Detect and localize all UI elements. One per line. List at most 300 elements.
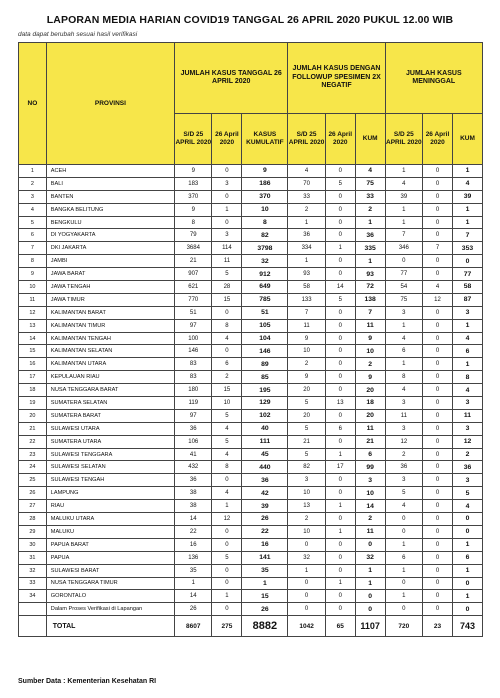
- cell-kasus-sd25: 370: [175, 190, 212, 203]
- cell-meninggal-sd25: 7: [385, 229, 422, 242]
- cell-meninggal-sd25: 1: [385, 590, 422, 603]
- total-followup-sd25: 1042: [288, 616, 325, 637]
- cell-meninggal-kum: 77: [452, 268, 482, 281]
- table-row: [19, 409, 483, 422]
- cell-kasus-sd25: 621: [175, 281, 212, 294]
- cell-kasus-kumulatif: 39: [242, 500, 288, 513]
- cell-meninggal-kum: 1: [452, 538, 482, 551]
- cell-kasus-sd25: 9: [175, 165, 212, 178]
- cell-kasus-26: 0: [212, 216, 242, 229]
- cell-followup-26: 0: [325, 371, 355, 384]
- cell-kasus-26: 0: [212, 345, 242, 358]
- table-row: [19, 577, 483, 590]
- cell-meninggal-26: 0: [423, 397, 453, 410]
- cell-kasus-kumulatif: 649: [242, 281, 288, 294]
- header-meninggal-kum: KUM: [452, 114, 482, 165]
- cell-meninggal-sd25: 3: [385, 474, 422, 487]
- cell-kasus-kumulatif: 9: [242, 165, 288, 178]
- cell-meninggal-26: 0: [423, 268, 453, 281]
- cell-kasus-kumulatif: 36: [242, 474, 288, 487]
- cell-followup-kum: 1: [355, 216, 385, 229]
- cell-followup-kum: 6: [355, 448, 385, 461]
- cell-followup-kum: 138: [355, 293, 385, 306]
- cell-meninggal-26: 0: [423, 487, 453, 500]
- table-row: [19, 345, 483, 358]
- cell-kasus-kumulatif: 26: [242, 513, 288, 526]
- cell-followup-sd25: 1: [288, 564, 325, 577]
- cell-kasus-26: 3: [212, 229, 242, 242]
- cell-provinsi: JAWA TENGAH: [46, 281, 174, 294]
- cell-kasus-kumulatif: 105: [242, 319, 288, 332]
- cell-meninggal-sd25: 39: [385, 190, 422, 203]
- cell-followup-sd25: 0: [288, 577, 325, 590]
- cell-kasus-26: 11: [212, 255, 242, 268]
- cell-provinsi: DKI JAKARTA: [46, 242, 174, 255]
- cell-meninggal-kum: 1: [452, 216, 482, 229]
- cell-kasus-sd25: 9: [175, 203, 212, 216]
- cell-meninggal-26: 0: [423, 513, 453, 526]
- cell-kasus-26: 12: [212, 513, 242, 526]
- cell-followup-26: 1: [325, 577, 355, 590]
- cell-followup-kum: 2: [355, 513, 385, 526]
- cell-meninggal-sd25: 1: [385, 216, 422, 229]
- cell-meninggal-26: 0: [423, 525, 453, 538]
- cell-meninggal-26: 0: [423, 165, 453, 178]
- cell-meninggal-kum: 3: [452, 306, 482, 319]
- cell-followup-kum: 4: [355, 165, 385, 178]
- header-followup-26: 26 April 2020: [325, 114, 355, 165]
- cell-provinsi: SULAWESI UTARA: [46, 422, 174, 435]
- cell-followup-kum: 2: [355, 203, 385, 216]
- cell-kasus-sd25: 83: [175, 358, 212, 371]
- cell-provinsi: KALIMANTAN TENGAH: [46, 332, 174, 345]
- cell-no: 26: [19, 487, 47, 500]
- cell-meninggal-sd25: 0: [385, 603, 422, 616]
- cell-kasus-sd25: 8: [175, 216, 212, 229]
- cell-kasus-26: 0: [212, 306, 242, 319]
- header-meninggal-26: 26 April 2020: [423, 114, 453, 165]
- cell-provinsi: SUMATERA SELATAN: [46, 397, 174, 410]
- cell-followup-sd25: 93: [288, 268, 325, 281]
- table-row: [19, 293, 483, 306]
- cell-meninggal-26: 0: [423, 255, 453, 268]
- cell-kasus-sd25: 36: [175, 422, 212, 435]
- cell-kasus-26: 0: [212, 165, 242, 178]
- cell-provinsi: MALUKU UTARA: [46, 513, 174, 526]
- cell-followup-26: 17: [325, 461, 355, 474]
- cell-kasus-26: 0: [212, 603, 242, 616]
- cell-followup-sd25: 1: [288, 255, 325, 268]
- cell-followup-kum: 10: [355, 345, 385, 358]
- cell-followup-26: 0: [325, 513, 355, 526]
- cell-kasus-kumulatif: 111: [242, 435, 288, 448]
- cell-meninggal-sd25: 1: [385, 538, 422, 551]
- table-header: [19, 43, 483, 165]
- cell-kasus-kumulatif: 35: [242, 564, 288, 577]
- cell-followup-kum: 7: [355, 306, 385, 319]
- cell-meninggal-26: 0: [423, 345, 453, 358]
- table-row: [19, 371, 483, 384]
- table-row: [19, 190, 483, 203]
- total-label: TOTAL: [46, 616, 174, 637]
- table-row: [19, 216, 483, 229]
- cell-no: 31: [19, 551, 47, 564]
- cell-kasus-sd25: 183: [175, 177, 212, 190]
- cell-kasus-sd25: 97: [175, 409, 212, 422]
- cell-meninggal-kum: 39: [452, 190, 482, 203]
- cell-followup-26: 0: [325, 216, 355, 229]
- cell-provinsi: SULAWESI TENGAH: [46, 474, 174, 487]
- cell-kasus-sd25: 97: [175, 319, 212, 332]
- cell-kasus-26: 4: [212, 332, 242, 345]
- header-kasus-sd25: S/D 25 APRIL 2020: [175, 114, 212, 165]
- cell-kasus-kumulatif: 45: [242, 448, 288, 461]
- table-row: [19, 229, 483, 242]
- cell-kasus-sd25: 38: [175, 487, 212, 500]
- cell-meninggal-26: 0: [423, 564, 453, 577]
- cell-followup-sd25: 21: [288, 435, 325, 448]
- cell-provinsi: JAWA TIMUR: [46, 293, 174, 306]
- table-row: [19, 525, 483, 538]
- cell-meninggal-sd25: 2: [385, 448, 422, 461]
- cell-kasus-kumulatif: 32: [242, 255, 288, 268]
- cell-followup-kum: 0: [355, 603, 385, 616]
- cell-followup-26: 0: [325, 190, 355, 203]
- cell-followup-sd25: 9: [288, 332, 325, 345]
- cell-followup-sd25: 2: [288, 358, 325, 371]
- cell-kasus-sd25: 907: [175, 268, 212, 281]
- cell-meninggal-sd25: 3: [385, 422, 422, 435]
- cell-followup-26: 1: [325, 525, 355, 538]
- cell-no: 7: [19, 242, 47, 255]
- cell-kasus-26: 4: [212, 448, 242, 461]
- cell-meninggal-sd25: 1: [385, 203, 422, 216]
- cell-followup-26: 0: [325, 590, 355, 603]
- cell-kasus-sd25: 22: [175, 525, 212, 538]
- cell-followup-26: 0: [325, 603, 355, 616]
- cell-kasus-26: 4: [212, 487, 242, 500]
- cell-meninggal-sd25: 8: [385, 371, 422, 384]
- cell-followup-26: 0: [325, 551, 355, 564]
- cell-meninggal-kum: 1: [452, 203, 482, 216]
- cell-meninggal-kum: 0: [452, 577, 482, 590]
- total-row: [19, 616, 483, 637]
- cell-kasus-sd25: 180: [175, 384, 212, 397]
- cell-no: 18: [19, 384, 47, 397]
- cell-followup-kum: 21: [355, 435, 385, 448]
- cell-meninggal-kum: 3: [452, 397, 482, 410]
- cell-provinsi: PAPUA BARAT: [46, 538, 174, 551]
- cell-followup-sd25: 58: [288, 281, 325, 294]
- cell-followup-sd25: 7: [288, 306, 325, 319]
- cell-meninggal-sd25: 11: [385, 409, 422, 422]
- cell-provinsi: BANTEN: [46, 190, 174, 203]
- header-meninggal-sd25: S/D 25 APRIL 2020: [385, 114, 422, 165]
- cell-meninggal-sd25: 54: [385, 281, 422, 294]
- cell-provinsi: NUSA TENGGARA BARAT: [46, 384, 174, 397]
- cell-kasus-sd25: 35: [175, 564, 212, 577]
- cell-provinsi: RIAU: [46, 500, 174, 513]
- cell-no: 27: [19, 500, 47, 513]
- cell-no: 6: [19, 229, 47, 242]
- cell-kasus-kumulatif: 10: [242, 203, 288, 216]
- cell-followup-kum: 9: [355, 371, 385, 384]
- cell-kasus-26: 0: [212, 474, 242, 487]
- cell-kasus-26: 0: [212, 538, 242, 551]
- cell-no: 1: [19, 165, 47, 178]
- cell-followup-26: 0: [325, 409, 355, 422]
- cell-meninggal-26: 4: [423, 281, 453, 294]
- table-row: [19, 551, 483, 564]
- cell-meninggal-kum: 1: [452, 319, 482, 332]
- cell-followup-kum: 33: [355, 190, 385, 203]
- cell-meninggal-kum: 58: [452, 281, 482, 294]
- cell-followup-kum: 3: [355, 474, 385, 487]
- cell-followup-kum: 14: [355, 500, 385, 513]
- cell-kasus-26: 6: [212, 358, 242, 371]
- cell-meninggal-sd25: 0: [385, 525, 422, 538]
- table-row: [19, 474, 483, 487]
- cell-followup-26: 0: [325, 306, 355, 319]
- cell-meninggal-26: 0: [423, 190, 453, 203]
- cell-followup-kum: 72: [355, 281, 385, 294]
- table-row: [19, 487, 483, 500]
- table-row: [19, 603, 483, 616]
- cell-no: 10: [19, 281, 47, 294]
- cell-meninggal-kum: 2: [452, 448, 482, 461]
- cell-kasus-26: 0: [212, 190, 242, 203]
- cell-meninggal-sd25: 5: [385, 487, 422, 500]
- cell-kasus-kumulatif: 16: [242, 538, 288, 551]
- cell-meninggal-kum: 8: [452, 371, 482, 384]
- cell-meninggal-26: 0: [423, 216, 453, 229]
- cell-no: 21: [19, 422, 47, 435]
- cell-provinsi: NUSA TENGGARA TIMUR: [46, 577, 174, 590]
- cell-followup-kum: 20: [355, 409, 385, 422]
- table-row: [19, 422, 483, 435]
- cell-provinsi: KALIMANTAN SELATAN: [46, 345, 174, 358]
- cell-kasus-26: 114: [212, 242, 242, 255]
- cell-meninggal-kum: 1: [452, 590, 482, 603]
- total-no-cell: [19, 616, 47, 637]
- cell-followup-26: 6: [325, 422, 355, 435]
- cell-meninggal-sd25: 4: [385, 332, 422, 345]
- cell-no: 13: [19, 319, 47, 332]
- cell-meninggal-26: 0: [423, 422, 453, 435]
- cell-followup-26: 5: [325, 177, 355, 190]
- cell-provinsi: DI YOGYAKARTA: [46, 229, 174, 242]
- cell-meninggal-26: 7: [423, 242, 453, 255]
- cell-kasus-sd25: 21: [175, 255, 212, 268]
- cell-no: 4: [19, 203, 47, 216]
- cell-followup-sd25: 334: [288, 242, 325, 255]
- cell-meninggal-kum: 4: [452, 500, 482, 513]
- cell-followup-kum: 10: [355, 487, 385, 500]
- cell-kasus-sd25: 36: [175, 474, 212, 487]
- cell-provinsi: MALUKU: [46, 525, 174, 538]
- cell-meninggal-sd25: 0: [385, 577, 422, 590]
- table-row: [19, 448, 483, 461]
- cell-kasus-26: 4: [212, 422, 242, 435]
- cell-provinsi: SULAWESI BARAT: [46, 564, 174, 577]
- cell-meninggal-sd25: 346: [385, 242, 422, 255]
- cell-meninggal-kum: 36: [452, 461, 482, 474]
- table-row: [19, 384, 483, 397]
- cell-provinsi: PAPUA: [46, 551, 174, 564]
- cell-kasus-26: 15: [212, 384, 242, 397]
- cell-followup-26: 5: [325, 293, 355, 306]
- cell-no: 9: [19, 268, 47, 281]
- cell-meninggal-sd25: 4: [385, 384, 422, 397]
- cell-meninggal-kum: 4: [452, 332, 482, 345]
- table-row: [19, 397, 483, 410]
- cell-followup-sd25: 10: [288, 525, 325, 538]
- cell-followup-26: 0: [325, 435, 355, 448]
- cell-no: 22: [19, 435, 47, 448]
- cell-meninggal-sd25: 3: [385, 306, 422, 319]
- cell-meninggal-26: 0: [423, 551, 453, 564]
- cell-meninggal-26: 0: [423, 435, 453, 448]
- cell-provinsi: JAWA BARAT: [46, 268, 174, 281]
- cell-no: 30: [19, 538, 47, 551]
- cell-kasus-kumulatif: 3798: [242, 242, 288, 255]
- cell-meninggal-26: 0: [423, 409, 453, 422]
- cell-no: 19: [19, 397, 47, 410]
- cell-kasus-26: 8: [212, 461, 242, 474]
- cell-meninggal-26: 0: [423, 203, 453, 216]
- table-row: [19, 165, 483, 178]
- cell-followup-sd25: 3: [288, 474, 325, 487]
- cell-no: [19, 603, 47, 616]
- cell-kasus-kumulatif: 370: [242, 190, 288, 203]
- cell-followup-kum: 1: [355, 564, 385, 577]
- cell-followup-sd25: 9: [288, 371, 325, 384]
- total-meninggal-kum: 743: [452, 616, 482, 637]
- cell-meninggal-kum: 0: [452, 255, 482, 268]
- cell-no: 32: [19, 564, 47, 577]
- cell-kasus-sd25: 79: [175, 229, 212, 242]
- cell-provinsi: BENGKULU: [46, 216, 174, 229]
- cell-followup-sd25: 82: [288, 461, 325, 474]
- cell-followup-sd25: 10: [288, 487, 325, 500]
- verification-note: data dapat berubah sesuai hasil verifikasi: [18, 31, 138, 38]
- cell-kasus-sd25: 83: [175, 371, 212, 384]
- header-provinsi: PROVINSI: [46, 43, 174, 165]
- cell-meninggal-kum: 6: [452, 345, 482, 358]
- cell-kasus-26: 5: [212, 435, 242, 448]
- cell-followup-kum: 99: [355, 461, 385, 474]
- cell-meninggal-kum: 6: [452, 551, 482, 564]
- cell-meninggal-sd25: 6: [385, 551, 422, 564]
- cell-followup-26: 0: [325, 358, 355, 371]
- header-no: NO: [19, 43, 47, 165]
- header-followup-sd25: S/D 25 APRIL 2020: [288, 114, 325, 165]
- cell-followup-sd25: 2: [288, 513, 325, 526]
- cell-followup-26: 0: [325, 487, 355, 500]
- cell-kasus-sd25: 432: [175, 461, 212, 474]
- cell-followup-26: 1: [325, 448, 355, 461]
- table-row: [19, 203, 483, 216]
- cell-meninggal-26: 0: [423, 371, 453, 384]
- cell-kasus-sd25: 146: [175, 345, 212, 358]
- cell-meninggal-kum: 0: [452, 513, 482, 526]
- cell-kasus-26: 5: [212, 268, 242, 281]
- cell-followup-26: 1: [325, 500, 355, 513]
- cell-kasus-kumulatif: 440: [242, 461, 288, 474]
- total-followup-kum: 1107: [355, 616, 385, 637]
- cell-followup-kum: 0: [355, 590, 385, 603]
- cell-no: 25: [19, 474, 47, 487]
- cell-meninggal-kum: 353: [452, 242, 482, 255]
- cell-followup-26: 0: [325, 319, 355, 332]
- cell-meninggal-sd25: 1: [385, 319, 422, 332]
- cell-kasus-sd25: 41: [175, 448, 212, 461]
- cell-provinsi: KALIMANTAN BARAT: [46, 306, 174, 319]
- table-row: [19, 590, 483, 603]
- cell-kasus-26: 5: [212, 409, 242, 422]
- cell-kasus-kumulatif: 82: [242, 229, 288, 242]
- cell-meninggal-kum: 87: [452, 293, 482, 306]
- table-row: [19, 461, 483, 474]
- cell-kasus-26: 1: [212, 590, 242, 603]
- cell-meninggal-kum: 1: [452, 358, 482, 371]
- cell-followup-sd25: 2: [288, 203, 325, 216]
- cell-followup-kum: 75: [355, 177, 385, 190]
- cell-provinsi: SUMATERA BARAT: [46, 409, 174, 422]
- cell-provinsi: SUMATERA UTARA: [46, 435, 174, 448]
- table-row: [19, 242, 483, 255]
- cell-followup-sd25: 20: [288, 409, 325, 422]
- cell-kasus-sd25: 100: [175, 332, 212, 345]
- cell-kasus-kumulatif: 102: [242, 409, 288, 422]
- cell-followup-kum: 11: [355, 525, 385, 538]
- table-row: [19, 358, 483, 371]
- cell-kasus-sd25: 38: [175, 500, 212, 513]
- total-kasus-kumulatif: 8882: [242, 616, 288, 637]
- cell-followup-kum: 11: [355, 422, 385, 435]
- cell-meninggal-26: 0: [423, 603, 453, 616]
- cell-meninggal-sd25: 1: [385, 358, 422, 371]
- cell-provinsi: BANGKA BELITUNG: [46, 203, 174, 216]
- cell-no: 29: [19, 525, 47, 538]
- cell-provinsi: KEPULAUAN RIAU: [46, 371, 174, 384]
- cell-kasus-26: 8: [212, 319, 242, 332]
- cell-kasus-sd25: 14: [175, 513, 212, 526]
- cell-followup-26: 0: [325, 255, 355, 268]
- cell-kasus-kumulatif: 195: [242, 384, 288, 397]
- cell-followup-kum: 1: [355, 577, 385, 590]
- cell-meninggal-kum: 4: [452, 177, 482, 190]
- cell-kasus-kumulatif: 22: [242, 525, 288, 538]
- cell-kasus-26: 10: [212, 397, 242, 410]
- page-title: LAPORAN MEDIA HARIAN COVID19 TANGGAL 26 APRIL 2020 PUKUL 12.00 WIB: [46, 14, 454, 26]
- cell-followup-sd25: 1: [288, 216, 325, 229]
- cell-followup-26: 1: [325, 242, 355, 255]
- table-row: [19, 513, 483, 526]
- cell-provinsi: KALIMANTAN TIMUR: [46, 319, 174, 332]
- table-row: [19, 538, 483, 551]
- cell-kasus-26: 1: [212, 203, 242, 216]
- cell-followup-sd25: 5: [288, 422, 325, 435]
- cell-meninggal-sd25: 4: [385, 500, 422, 513]
- cell-meninggal-kum: 4: [452, 384, 482, 397]
- cell-kasus-kumulatif: 8: [242, 216, 288, 229]
- cell-followup-sd25: 32: [288, 551, 325, 564]
- cell-kasus-sd25: 26: [175, 603, 212, 616]
- cell-no: 15: [19, 345, 47, 358]
- cell-kasus-kumulatif: 42: [242, 487, 288, 500]
- cell-followup-sd25: 36: [288, 229, 325, 242]
